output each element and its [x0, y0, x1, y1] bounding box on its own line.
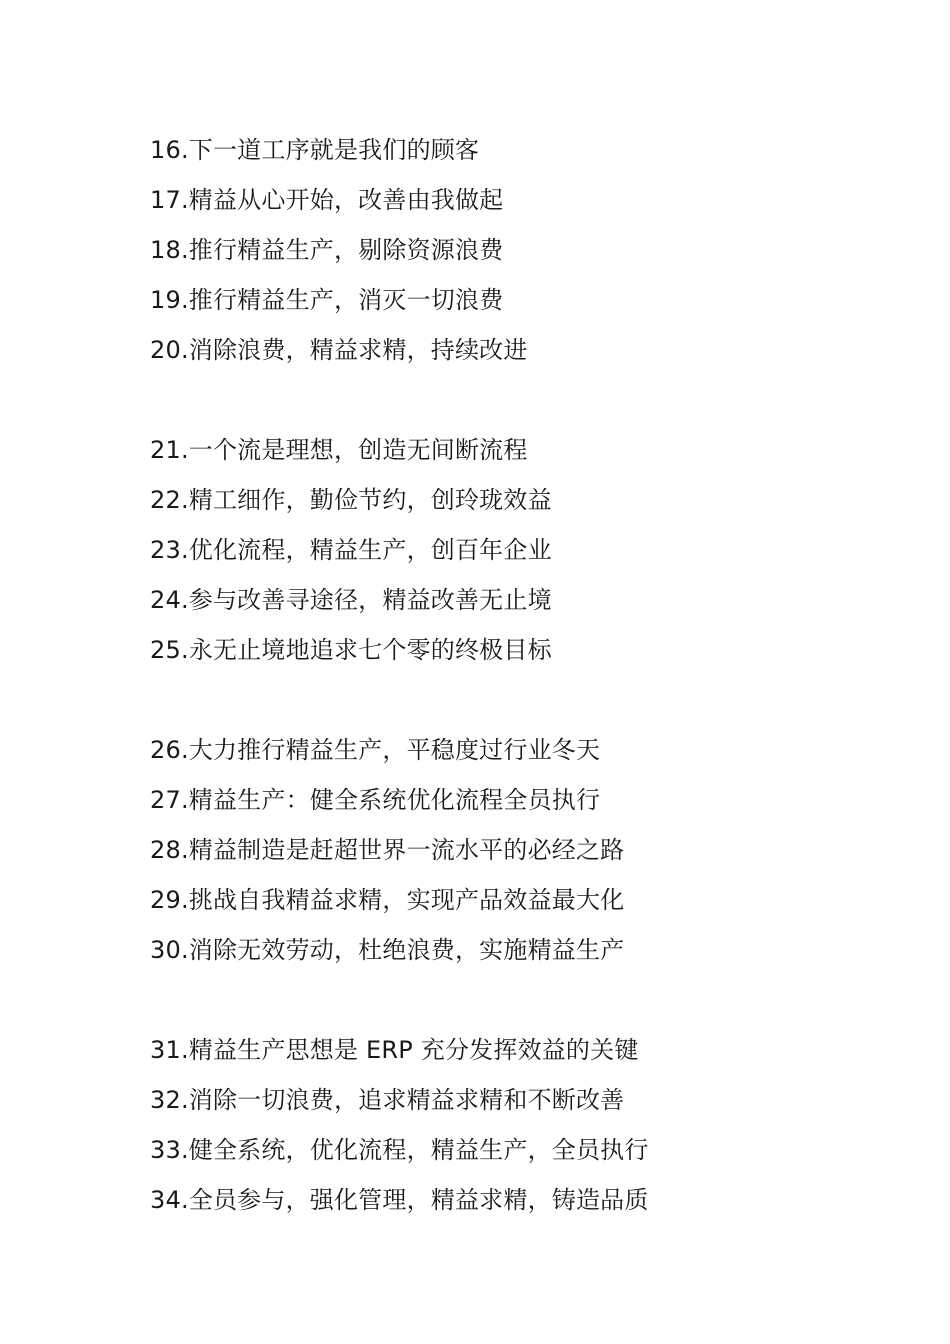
slogan-line-20: 20.消除浪费，精益求精，持续改进: [150, 336, 528, 364]
slogan-line-31: 31.精益生产思想是 ERP 充分发挥效益的关键: [150, 1036, 639, 1064]
slogan-list: [150, 125, 850, 1225]
slogan-group-4: [150, 1025, 850, 1225]
slogan-line-27: 27.精益生产：健全系统优化流程全员执行: [150, 786, 601, 814]
slogan-line-18: 18.推行精益生产，剔除资源浪费: [150, 236, 504, 264]
slogan-line-29: 29.挑战自我精益求精，实现产品效益最大化: [150, 886, 625, 914]
slogan-group-2: [150, 425, 850, 675]
slogan-line-30: 30.消除无效劳动，杜绝浪费，实施精益生产: [150, 936, 625, 964]
slogan-line-24: 24.参与改善寻途径，精益改善无止境: [150, 586, 552, 614]
slogan-line-32: 32.消除一切浪费，追求精益求精和不断改善: [150, 1086, 625, 1114]
slogan-line-33: 33.健全系统，优化流程，精益生产，全员执行: [150, 1136, 649, 1164]
slogan-group-3: [150, 725, 850, 975]
slogan-line-23: 23.优化流程，精益生产，创百年企业: [150, 536, 552, 564]
slogan-line-21: 21.一个流是理想，创造无间断流程: [150, 436, 528, 464]
slogan-line-22: 22.精工细作，勤俭节约，创玲珑效益: [150, 486, 552, 514]
slogan-line-34: 34.全员参与，强化管理，精益求精，铸造品质: [150, 1186, 649, 1214]
slogan-line-17: 17.精益从心开始，改善由我做起: [150, 186, 504, 214]
slogan-line-26: 26.大力推行精益生产，平稳度过行业冬天: [150, 736, 601, 764]
slogan-line-28: 28.精益制造是赶超世界一流水平的必经之路: [150, 836, 625, 864]
slogan-line-16: 16.下一道工序就是我们的顾客: [150, 136, 480, 164]
slogan-line-19: 19.推行精益生产，消灭一切浪费: [150, 286, 504, 314]
slogan-line-25: 25.永无止境地追求七个零的终极目标: [150, 636, 552, 664]
slogan-group-1: [150, 125, 850, 375]
